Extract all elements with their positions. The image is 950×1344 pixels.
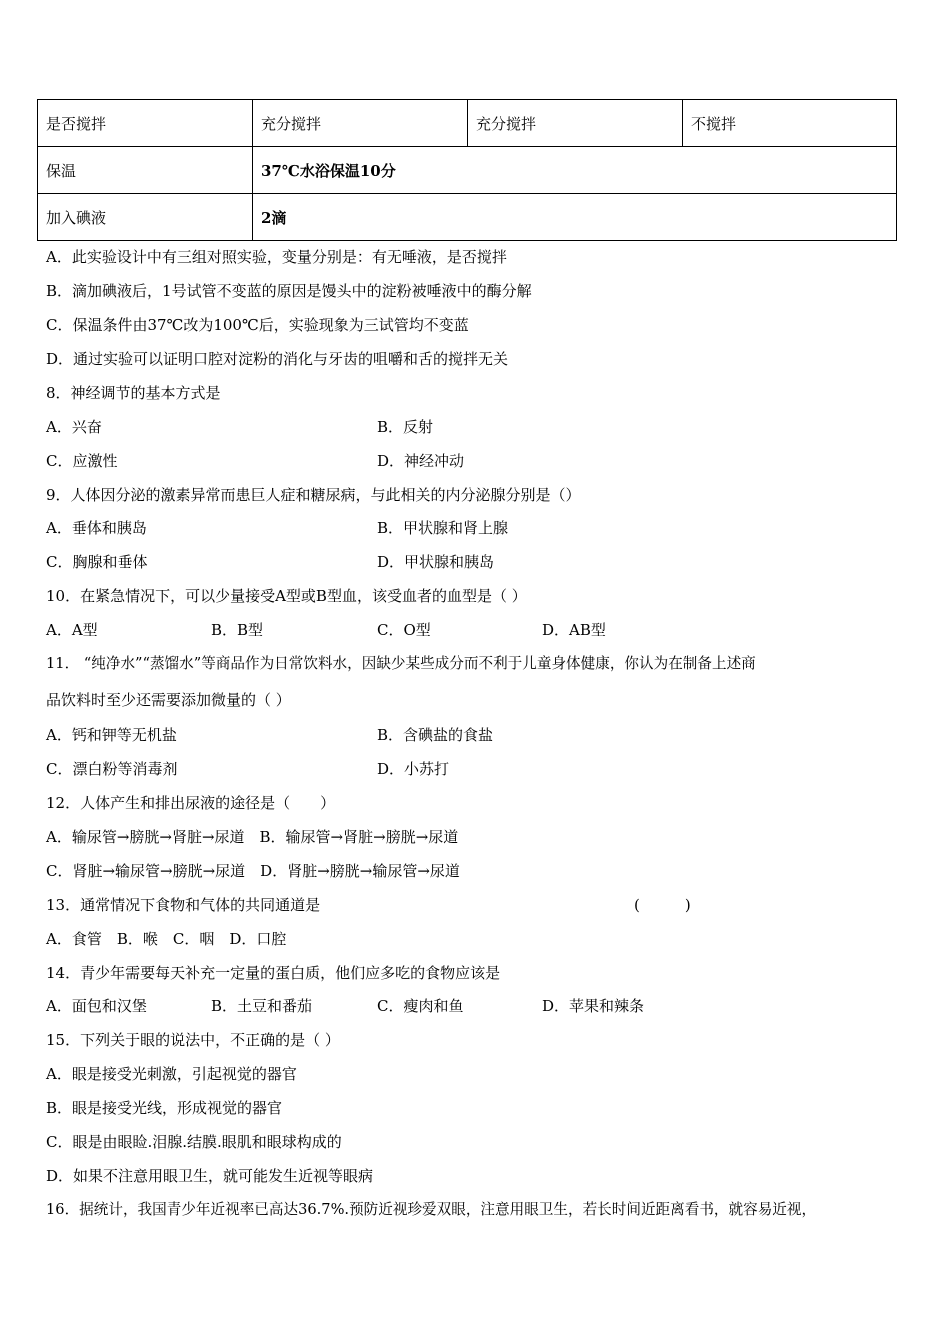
q7-option-a: A．此实验设计中有三组对照实验，变量分别是：有无唾液，是否搅拌 (46, 248, 507, 266)
q15-option-a: A．眼是接受光刺激，引起视觉的器官 (46, 1065, 297, 1083)
q11-stem-line2: 品饮料时至少还需要添加微量的（ ） (46, 691, 291, 709)
table-cell: 37℃水浴保温10分 (253, 147, 897, 194)
q8-option-b: B．反射 (377, 418, 434, 436)
q14-option-c: C．瘦肉和鱼 (377, 997, 464, 1015)
q11-option-b: B．含碘盐的食盐 (377, 726, 494, 744)
q8-option-a: A．兴奋 (46, 418, 102, 436)
q9-option-a: A．垂体和胰岛 (46, 519, 147, 537)
q9-option-c: C．胸腺和垂体 (46, 553, 148, 571)
q16-stem: 16．据统计，我国青少年近视率已高达36.7%.预防近视珍爱双眼，注意用眼卫生，若长时间近距离看书，就容易近视， (46, 1201, 817, 1218)
q10-option-a: A．A型 (46, 621, 98, 639)
q10-stem: 10．在紧急情况下，可以少量接受A型或B型血，该受血者的血型是（ ） (46, 587, 527, 605)
table-cell: 保温 (38, 147, 253, 194)
q8-option-c: C．应激性 (46, 452, 118, 470)
table-cell: 加入碘液 (38, 194, 253, 241)
table-cell: 不搅拌 (683, 100, 897, 147)
q12-options-line2: C．肾脏→输尿管→膀胱→尿道 D．肾脏→膀胱→输尿管→尿道 (46, 862, 460, 880)
q11-option-a: A．钙和钾等无机盐 (46, 726, 177, 744)
q10-option-d: D．AB型 (542, 621, 606, 639)
q12-options-line1: A．输尿管→膀胱→肾脏→尿道 B．输尿管→肾脏→膀胱→尿道 (46, 828, 459, 846)
q10-option-c: C．O型 (377, 621, 431, 639)
q7-option-d: D．通过实验可以证明口腔对淀粉的消化与牙齿的咀嚼和舌的搅拌无关 (46, 350, 509, 368)
q15-option-d: D．如果不注意用眼卫生，就可能发生近视等眼病 (46, 1167, 374, 1185)
table-cell: 是否搅拌 (38, 100, 253, 147)
table-row (38, 147, 897, 194)
q14-stem: 14．青少年需要每天补充一定量的蛋白质，他们应多吃的食物应该是 (46, 964, 501, 982)
table-row (38, 100, 897, 147)
q14-option-a: A．面包和汉堡 (46, 997, 147, 1015)
table-cell: 充分搅拌 (253, 100, 468, 147)
q9-option-d: D．甲状腺和胰岛 (377, 553, 495, 571)
q13-options: A．食管 B．喉 C．咽 D．口腔 (46, 930, 287, 948)
q8-stem: 8．神经调节的基本方式是 (46, 384, 221, 402)
q15-option-c: C．眼是由眼睑.泪腺.结膜.眼肌和眼球构成的 (46, 1133, 342, 1151)
q14-option-b: B．土豆和番茄 (211, 997, 313, 1015)
table-row (38, 194, 897, 241)
q7-option-b: B．滴加碘液后，1号试管不变蓝的原因是馒头中的淀粉被唾液中的酶分解 (46, 282, 532, 300)
q11-option-d: D．小苏打 (377, 760, 450, 778)
q8-option-d: D．神经冲动 (377, 452, 465, 470)
q9-option-b: B．甲状腺和肾上腺 (377, 519, 509, 537)
q11-option-c: C．漂白粉等消毒剂 (46, 760, 178, 778)
q15-option-b: B．眼是接受光线，形成视觉的器官 (46, 1099, 283, 1117)
q9-stem: 9．人体因分泌的激素异常而患巨人症和糖尿病，与此相关的内分泌腺分别是（） (46, 486, 581, 504)
q11-stem-line1: 11． “纯净水”“蒸馏水”等商品作为日常饮料水，因缺少某些成分而不利于儿童身体健康，你认为在制备上述商 (46, 655, 756, 672)
q13-answer-bracket: ( ) (634, 896, 691, 914)
q14-option-d: D．苹果和辣条 (542, 997, 645, 1015)
q7-option-c: C．保温条件由37℃改为100℃后，实验现象为三试管均不变蓝 (46, 316, 469, 334)
q12-stem: 12．人体产生和排出尿液的途径是（ ） (46, 794, 336, 812)
experiment-table (37, 99, 897, 241)
q10-option-b: B．B型 (211, 621, 264, 639)
table-cell: 充分搅拌 (468, 100, 683, 147)
q13-stem: 13．通常情况下食物和气体的共同通道是 (46, 896, 321, 914)
q15-stem: 15．下列关于眼的说法中，不正确的是（ ） (46, 1031, 340, 1049)
table-cell: 2滴 (253, 194, 897, 241)
